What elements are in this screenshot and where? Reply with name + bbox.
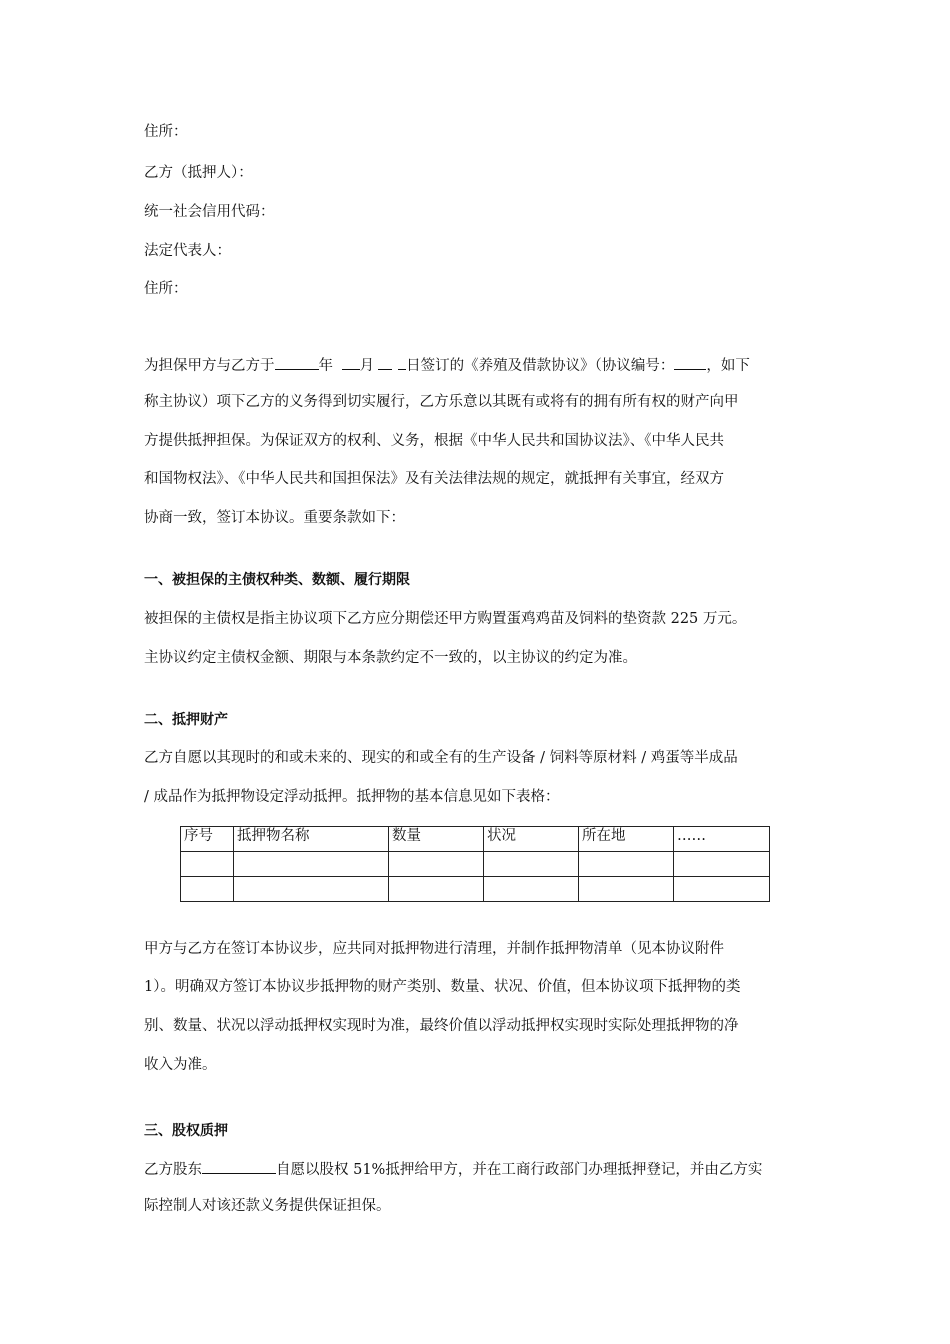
day-blank[interactable] <box>378 354 392 370</box>
table-row <box>181 852 770 877</box>
table-cell[interactable] <box>234 877 389 902</box>
intro-text-b: 年 <box>318 358 338 374</box>
party-b-label: 乙方（抵押人）： <box>144 165 253 181</box>
table-cell[interactable] <box>389 852 484 877</box>
agreement-number-blank[interactable] <box>674 354 706 370</box>
section-1-line-2: 主协议约定主债权金额、期限与本条款约定不一致的，以主协议的约定为准。 <box>144 650 637 666</box>
intro-text-a: 为担保甲方与乙方于 <box>144 358 275 374</box>
credit-code-label: 统一社会信用代码： <box>144 204 275 220</box>
table-cell[interactable] <box>234 852 389 877</box>
table-header-cell: 状况 <box>484 827 579 852</box>
section-3-line-1 <box>144 1158 762 1180</box>
section-3-text-b: 自愿以股权 51%抵押给甲方，并在工商行政部门办理抵押登记，并由乙方实 <box>276 1162 763 1178</box>
table-cell[interactable] <box>579 852 674 877</box>
day-blank-2[interactable] <box>398 354 406 370</box>
section-3-line-2: 际控制人对该还款义务提供保证担保。 <box>144 1198 391 1214</box>
section-1-line-1: 被担保的主债权是指主协议项下乙方应分期偿还甲方购置蛋鸡鸡苗及饲料的垫资款 225 万元。 <box>144 611 747 627</box>
table-cell[interactable] <box>579 877 674 902</box>
table-cell[interactable] <box>674 877 770 902</box>
table-header-cell: 抵押物名称 <box>234 827 389 852</box>
year-blank[interactable] <box>275 354 319 370</box>
intro-text-c: 月 <box>359 358 375 374</box>
table-cell[interactable] <box>181 852 234 877</box>
table-header-row <box>181 827 770 852</box>
section-3-text-a: 乙方股东 <box>144 1162 202 1178</box>
section-2-heading: 二、抵押财产 <box>144 712 228 728</box>
section-2-after-1: 甲方与乙方在签订本协议步，应共同对抵押物进行清理，并制作抵押物清单（见本协议附件 <box>144 941 724 957</box>
section-2-after-3: 别、数量、状况以浮动抵押权实现时为准，最终价值以浮动抵押权实现时实际处理抵押物的净 <box>144 1018 739 1034</box>
intro-line-4: 和国物权法》、《中华人民共和国担保法》及有关法律法规的规定，就抵押有关事宜，经双方 <box>144 471 724 487</box>
address-b-label: 住所： <box>144 281 188 297</box>
table-header-cell: 所在地 <box>579 827 674 852</box>
table-row <box>181 877 770 902</box>
month-blank[interactable] <box>342 354 360 370</box>
intro-text-d: 日签订的《养殖及借款协议》（协议编号： <box>406 358 675 374</box>
legal-rep-label: 法定代表人： <box>144 243 231 259</box>
table-cell[interactable] <box>484 852 579 877</box>
table-header-cell: …… <box>674 827 770 852</box>
table-header-cell: 数量 <box>389 827 484 852</box>
section-2-after-2: 1）。明确双方签订本协议步抵押物的财产类别、数量、状况、价值，但本协议项下抵押物的类 <box>144 979 741 995</box>
section-1-heading: 一、被担保的主债权种类、数额、履行期限 <box>144 572 410 588</box>
intro-line-5: 协商一致，签订本协议。重要条款如下： <box>144 510 405 526</box>
section-2-after-4: 收入为准。 <box>144 1057 217 1073</box>
intro-line-1 <box>144 354 750 376</box>
table-cell[interactable] <box>484 877 579 902</box>
address-a-label: 住所： <box>144 124 188 140</box>
section-2-line-2: / 成品作为抵押物设定浮动抵押。抵押物的基本信息见如下表格： <box>144 789 560 805</box>
table-cell[interactable] <box>389 877 484 902</box>
intro-line-2: 称主协议）项下乙方的义务得到切实履行，乙方乐意以其既有或将有的拥有所有权的财产向甲 <box>144 394 739 410</box>
table-cell[interactable] <box>674 852 770 877</box>
intro-text-e: ，如下 <box>706 358 750 374</box>
table-header-cell: 序号 <box>181 827 234 852</box>
shareholder-blank[interactable] <box>202 1158 276 1174</box>
collateral-table <box>180 826 770 902</box>
section-3-heading: 三、股权质押 <box>144 1123 228 1139</box>
table-cell[interactable] <box>181 877 234 902</box>
section-2-line-1: 乙方自愿以其现时的和或未来的、现实的和或全有的生产设备 / 饲料等原材料 / 鸡蛋等半成品 <box>144 750 738 766</box>
intro-line-3: 方提供抵押担保。为保证双方的权利、义务，根据《中华人民共和国协议法》、《中华人民共 <box>144 433 724 449</box>
